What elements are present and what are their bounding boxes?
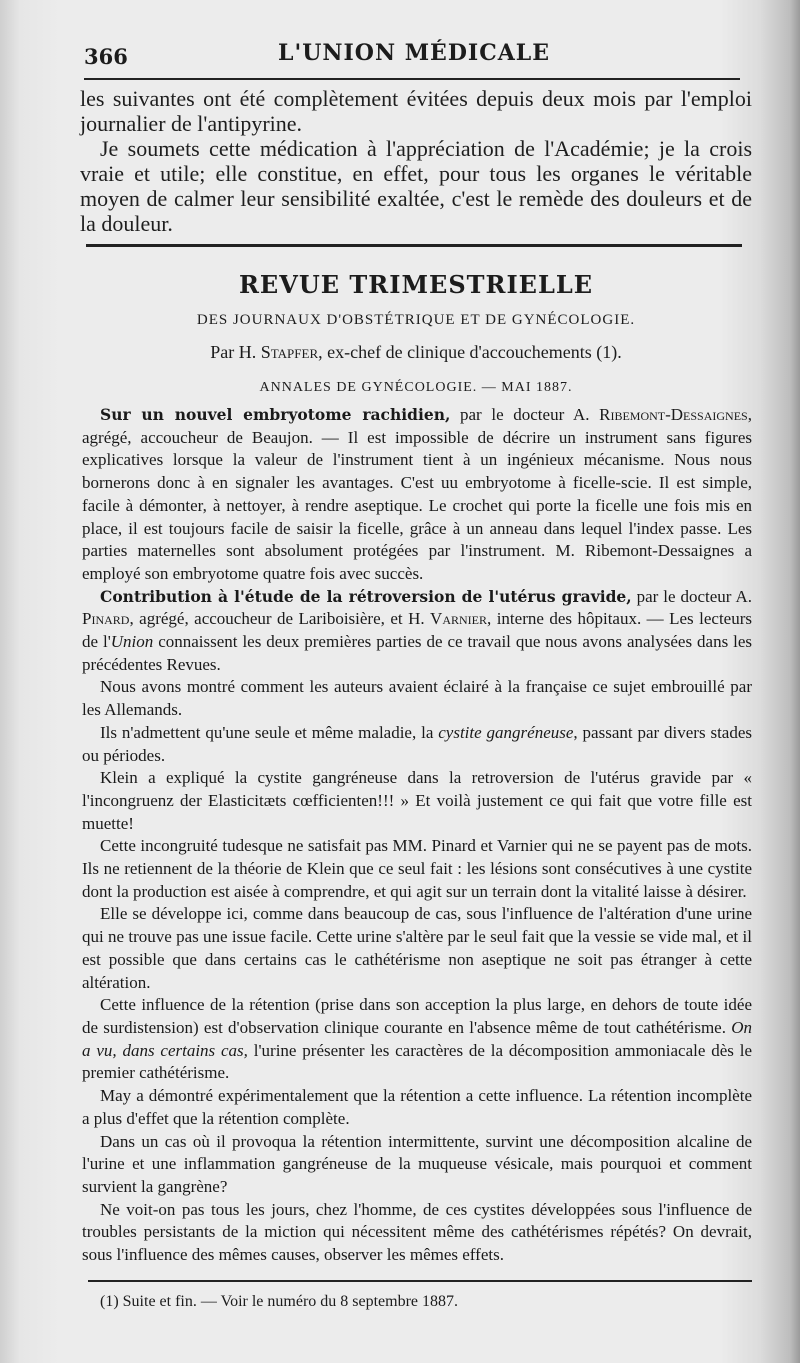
article-paragraph: Ne voit-on pas tous les jours, chez l'homme, de ces cystites développées sous l'influence de troubles persistants de la miction qui nécessitent même des cathétérismes répétés? On devrait, sous l'influence des mêmes causes, observer les mêmes effets. <box>82 1199 752 1265</box>
article-paragraph <box>82 722 752 767</box>
running-title: L'UNION MÉDICALE <box>277 40 551 66</box>
article-text: Cette influence de la rétention (prise dans son acception la plus large, en dehors de toute idée de surdistension) est d'observation clinique courante en l'absence même de tout cathétérisme. <box>82 995 752 1037</box>
article-text: , agrégé, accoucheur de Lariboisière, et H. <box>129 609 431 629</box>
header-rule <box>84 78 740 80</box>
article-paragraph: Cette incongruité tudesque ne satisfait pas MM. Pinard et Varnier qui ne se payent pas de mots. Ils ne retiennent de la théorie de Klein que ce seul fait : les lésions sont consécutives à une cystite dont la production est aisée à comprendre, et qui agit sur un terrain dont la vitalité laisse à désirer. <box>82 836 752 901</box>
article-text: Ils n'admettent qu'une seule et même maladie, la <box>100 722 439 742</box>
author-name: Varnier <box>430 609 487 629</box>
article-text: , interne des hôpitaux. — Les lecteurs de l' <box>82 609 752 652</box>
article-text: , agrégé, accoucheur de Beaujon. — Il est impossible de décrire un instrument sans figures explicatives lorsque la valeur de l'instrument tient à un ingénieux mécanisme. Nous nous bornerons donc à en signaler les avantages. C'est uu embryotome à ficelle-scie. Il est simple, facile à démonter, à nettoyer, à rendre aseptique. Le crochet qui porte la ficelle une fois mis en place, il est toujours facile de saisir la ficelle, grâce à un anneau dans lequel l'index passe. Les parties maternelles sont absolument protégées par l'instrument. M. Ribemont-Dessaignes a employé son embryotome quatre fois avec succès. <box>82 405 752 583</box>
article-text: connaissent les deux premières parties de ce travail que nous avons analysées dans les précédentes Revues. <box>82 632 753 674</box>
author-name: Ribemont-Dessaignes <box>599 405 748 424</box>
source-line: ANNALES DE GYNÉCOLOGIE. — MAI 1887. <box>259 380 573 395</box>
article-text: l'urine présenter les caractères de la décomposition ammoniacale dès le premier cathétérisme. <box>82 1040 753 1083</box>
author-line <box>80 342 752 363</box>
article-body <box>82 404 752 1267</box>
intro-paragraph: les suivantes ont été complètement évitées depuis deux mois par l'emploi journalier de l'antipyrine. <box>80 86 752 136</box>
article-heading: Contribution à l'étude de la rétroversion de l'utérus gravide, <box>100 586 632 606</box>
article-paragraph: Klein a expliqué la cystite gangréneuse dans la retroversion de l'utérus gravide par « l'incongruenz der Elasticitæts cœfficienten!!! » Et voilà justement ce qui fait que votre fille est muette! <box>82 768 752 833</box>
section-title: REVUE TRIMESTRIELLE <box>238 270 594 299</box>
article-paragraph: Dans un cas où il provoqua la rétention intermittente, survint une décomposition alcaline de l'urine et une inflammation gangréneuse de la muqueuse vésicale, mais pourquoi et comment survient la gangrène? <box>82 1131 752 1196</box>
footnote: (1) Suite et fin. — Voir le numéro du 8 septembre 1887. <box>100 1293 459 1310</box>
article-paragraph: Elle se développe ici, comme dans beaucoup de cas, sous l'influence de l'altération d'une urine qui ne trouve pas une issue facile. Cette urine s'altère par le seul fait que la vessie se vide mal, et il est possible que dans certains cas le cathétérisme non aseptique ne soit pas étranger à cette altération. <box>82 904 752 992</box>
article-paragraph <box>82 404 752 586</box>
footnote-rule <box>88 1280 752 1282</box>
emphasis-text: On a vu, dans certains cas, <box>82 1017 752 1060</box>
article-text: par le docteur A. <box>631 586 752 606</box>
intro-text <box>80 86 752 236</box>
emphasis-text: cystite gangréneuse <box>438 722 574 742</box>
author-prefix: Par H. <box>210 342 257 362</box>
article-paragraph <box>82 586 752 677</box>
article-text: , passant par divers stades ou périodes. <box>82 722 753 765</box>
section-subtitle: DES JOURNAUX D'OBSTÉTRIQUE ET DE GYNÉCOLOGIE. <box>196 312 636 328</box>
article-paragraph <box>82 994 752 1085</box>
page-number: 366 <box>84 44 128 69</box>
article-paragraph: Nous avons montré comment les auteurs avaient éclairé à la française ce sujet embrouillé par les Allemands. <box>82 677 752 720</box>
intro-paragraph: Je soumets cette médication à l'appréciation de l'Académie; je la crois vraie et utile; elle constitue, en effet, pour tous les organes le véritable moyen de calmer leur sensibilité exaltée, c'est le remède des douleurs et de la douleur. <box>80 136 752 236</box>
article-paragraph: May a démontré expérimentalement que la rétention a cette influence. La rétention incomplète a plus d'effet que la rétention complète. <box>82 1086 752 1128</box>
journal-name: Union <box>110 632 154 652</box>
author-name: Pinard <box>82 609 130 629</box>
author-suffix: , ex-chef de clinique d'accouchements (1). <box>318 342 622 362</box>
section-rule <box>86 244 742 247</box>
article-heading: Sur un nouvel embryotome rachidien, <box>100 405 451 424</box>
article-text: par le docteur A. <box>450 405 600 424</box>
page-header <box>84 38 744 74</box>
author-name: Stapfer <box>260 342 319 362</box>
